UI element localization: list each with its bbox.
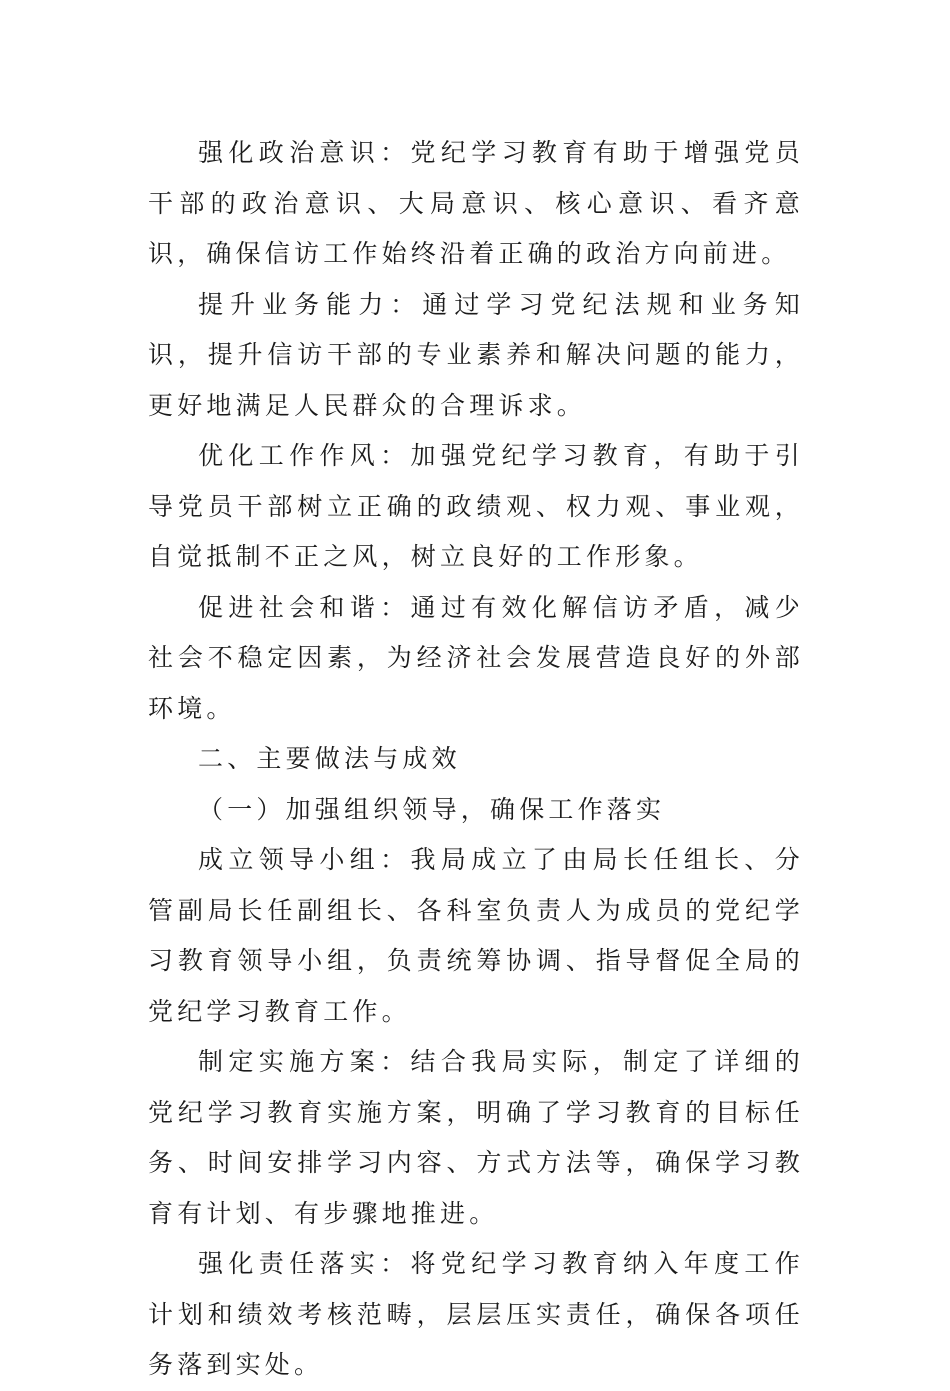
paragraph-strengthen-political-awareness: 强化政治意识：党纪学习教育有助于增强党员干部的政治意识、大局意识、核心意识、看齐意识，确保信访工作始终沿着正确的政治方向前进。 bbox=[148, 138, 804, 268]
paragraph-promote-social-harmony: 促进社会和谐：通过有效化解信访矛盾，减少社会不稳定因素，为经济社会发展营造良好的外部环境。 bbox=[148, 592, 804, 723]
document-page bbox=[148, 128, 804, 1391]
subsection-heading-organization-leadership: （一）加强组织领导，确保工作落实 bbox=[198, 794, 666, 824]
paragraph-optimize-work-style: 优化工作作风：加强党纪学习教育，有助于引导党员干部树立正确的政绩观、权力观、事业观，自觉抵制不正之风，树立良好的工作形象。 bbox=[148, 441, 804, 571]
section-heading-main-practices: 二、主要做法与成效 bbox=[198, 744, 461, 773]
paragraph-formulate-implementation-plan: 制定实施方案：结合我局实际，制定了详细的党纪学习教育实施方案，明确了学习教育的目标任务、时间安排学习内容、方式方法等，确保学习教育有计划、有步骤地推进。 bbox=[148, 1047, 804, 1228]
paragraph-improve-business-ability: 提升业务能力：通过学习党纪法规和业务知识，提升信访干部的专业素养和解决问题的能力，更好地满足人民群众的合理诉求。 bbox=[148, 289, 804, 420]
paragraph-establish-leading-group: 成立领导小组：我局成立了由局长任组长、分管副局长任副组长、各科室负责人为成员的党纪学习教育领导小组，负责统筹协调、指导督促全局的党纪学习教育工作。 bbox=[148, 845, 804, 1026]
paragraph-strengthen-responsibility: 强化责任落实：将党纪学习教育纳入年度工作计划和绩效考核范畴，层层压实责任，确保各项任务落到实处。 bbox=[148, 1249, 804, 1379]
